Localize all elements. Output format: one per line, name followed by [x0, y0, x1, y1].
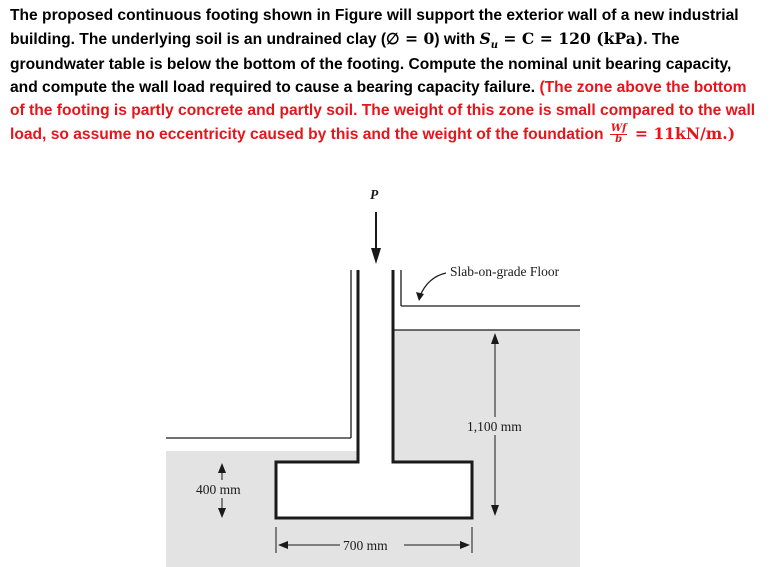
- su-subscript: u: [490, 40, 498, 51]
- problem-text-2: ) with: [434, 31, 480, 48]
- note-text-2: = 11kN/m.): [629, 124, 736, 143]
- slab-label: Slab-on-grade Floor: [450, 264, 560, 279]
- slab-leader-line: [420, 273, 446, 296]
- problem-text-1: The proposed continuous footing shown in Figure will support the exterior wall of a new industrial building. The underlying soil is an undrained clay (: [10, 7, 739, 48]
- thickness-label: 400 mm: [196, 482, 241, 497]
- slab-leader-arrow-icon: [416, 292, 424, 301]
- note-text-1: (The zone above the bottom of the footing is partly concrete and partly soil. The weight of this zone is small compared to the wall load, so assume no eccentricity caused by this and the weight of the foundation: [10, 79, 756, 143]
- load-arrow-icon: [371, 248, 381, 264]
- fraction-numerator: Wf: [610, 123, 627, 135]
- width-label: 700 mm: [343, 538, 388, 553]
- su-symbol: S: [479, 29, 491, 48]
- load-label: P: [370, 187, 379, 202]
- phi-expression: ∅ = 0: [386, 29, 435, 48]
- depth-label: 1,100 mm: [467, 419, 522, 434]
- problem-text-3: . The groundwater table is below the bottom of the footing. Compute the nominal unit bearing capacity, and compute the wall load required to cause a bearing capacity failure.: [10, 31, 732, 96]
- cohesion-expression: = C = 120 (kPa): [497, 29, 644, 48]
- fraction-denominator: b: [615, 134, 623, 146]
